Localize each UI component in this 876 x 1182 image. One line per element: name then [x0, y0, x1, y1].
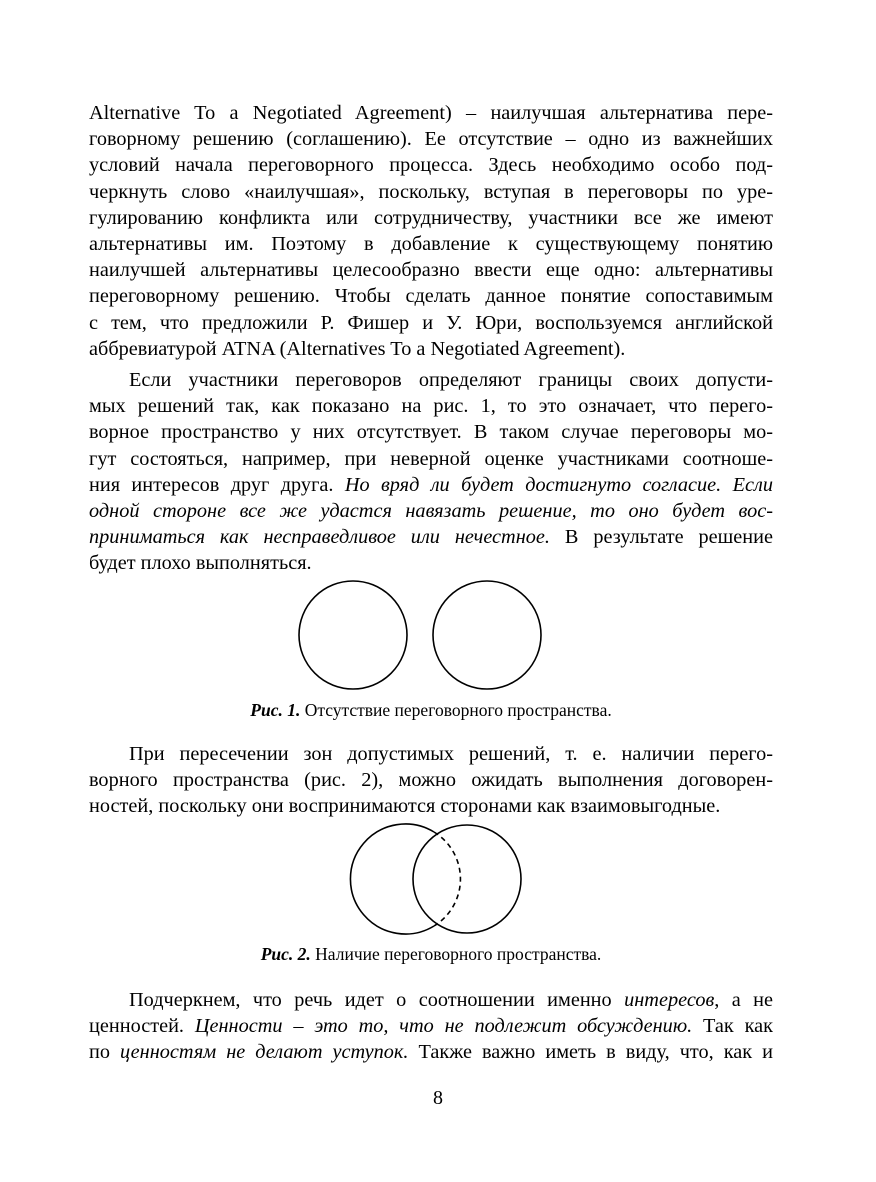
text-italic: одной стороне все же удастся навязать решение, то оно будет вос-: [89, 500, 773, 523]
paragraph-3: [89, 741, 773, 820]
text-line: При пересечении зон допустимых решений, т. е. наличии перего-: [129, 743, 773, 765]
right-circle: [413, 825, 521, 933]
right-circle: [433, 581, 541, 689]
figure-label: Рис. 1.: [250, 700, 301, 720]
text-italic: Но вряд ли будет достигнуто согласие. Если: [344, 473, 773, 496]
caption-text: Наличие переговорного пространства.: [310, 944, 602, 964]
text-plain: Также важно иметь в виду, что, как и: [408, 1041, 773, 1064]
text-line: [89, 987, 773, 1013]
text-line: альтернативы им. Поэтому в добавление к существующему понятию: [89, 233, 773, 256]
text-plain: ценностей.: [89, 1015, 195, 1038]
text-line: [89, 472, 773, 498]
left-circle-dashed-arc: [434, 832, 460, 926]
figure-2-caption: [89, 943, 773, 965]
paragraph-2: [89, 367, 773, 577]
text-italic: интересов: [624, 989, 715, 1011]
text-line: [89, 524, 773, 550]
text-plain: Так как: [692, 1015, 773, 1038]
paragraph-4: [89, 987, 773, 1066]
text-line: ворного пространства (рис. 2), можно ожидать выполнения договорен-: [89, 769, 773, 792]
text-line: мых решений так, как показано на рис. 1, то это означает, что перего-: [89, 395, 773, 418]
text-plain: В результате решение: [549, 526, 773, 549]
text-line: наилучшей альтернативы целесообразно ввести еще одно: альтернативы: [89, 259, 773, 282]
paragraph-1: [89, 100, 773, 362]
text-plain: по: [89, 1041, 121, 1064]
text-italic: приниматься как несправедливое или нечестное.: [89, 526, 550, 549]
text-italic: Ценности – это то, что не подлежит обсуждению.: [194, 1015, 693, 1038]
text-line: ностей, поскольку они воспринимаются сторонами как взаимовыгодные.: [89, 795, 721, 818]
text-line: гут состояться, например, при неверной оценке участниками соотноше-: [89, 447, 773, 470]
text-line: гулированию конфликта или сотрудничеству, участники все же имеют: [89, 206, 773, 229]
text-line: [89, 1039, 773, 1065]
figure-1-caption: [89, 699, 773, 721]
text-line: с тем, что предложили Р. Фишер и У. Юри, воспользуемся английской: [89, 311, 773, 334]
figure-label: Рис. 2.: [260, 944, 311, 964]
text-line: говорному решению (соглашению). Ее отсутствие – одно из важнейших: [89, 128, 773, 151]
text-line: аббревиатурой ATNA (Alternatives To a Negotiated Agreement).: [89, 337, 626, 360]
text-line: будет плохо выполняться.: [89, 552, 312, 575]
text-italic: ценностям не делают уступок.: [120, 1041, 409, 1064]
text-line: [89, 1013, 773, 1039]
figure-1-diagram: [296, 578, 546, 692]
text-line: Alternative To a Negotiated Agreement) – наилучшая альтернатива пере-: [89, 102, 773, 124]
page-number: 8: [433, 1087, 443, 1109]
text-plain: ния интересов друг друга.: [89, 473, 345, 496]
text-line: ворное пространство у них отсутствует. В таком случае переговоры мо-: [89, 421, 773, 444]
figure-2-diagram: [340, 821, 526, 937]
left-circle: [299, 581, 407, 689]
text-line: черкнуть слово «наилучшая», поскольку, вступая в переговоры по уре-: [89, 180, 773, 203]
text-line: переговорному решению. Чтобы сделать данное понятие сопоставимым: [89, 285, 773, 308]
text-line: условий начала переговорного процесса. Здесь необходимо особо под-: [89, 154, 773, 177]
text-line: [89, 498, 773, 524]
left-circle-outer-arc: [350, 824, 434, 934]
text-plain: Подчеркнем, что речь идет о соотношении именно: [129, 989, 625, 1011]
text-line: Если участники переговоров определяют границы своих допусти-: [129, 369, 773, 391]
caption-text: Отсутствие переговорного пространства.: [300, 700, 612, 720]
text-plain: , а не: [714, 989, 773, 1011]
